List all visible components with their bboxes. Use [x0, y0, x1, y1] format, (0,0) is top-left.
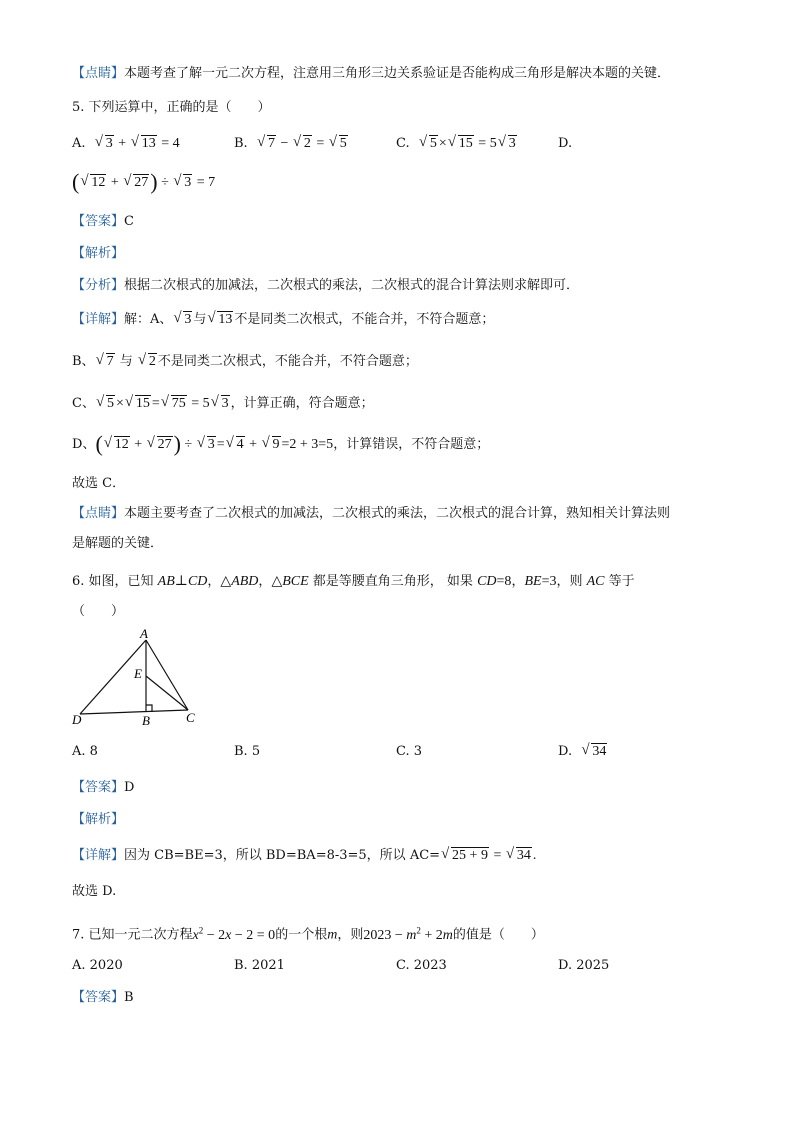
q5-conclusion: 故选 C． [72, 476, 126, 491]
q5-option-b: B. √ 7 − √ 2 = √ 5 [234, 134, 349, 154]
q5-option-d: (√ 12 + √ 27) ÷ √ 3 = 7 [72, 172, 215, 193]
q6-answer: 【答案】D [72, 780, 135, 795]
q7-option-d: D. 2025 [558, 958, 610, 973]
q6-option-a: A. 8 [72, 744, 98, 759]
q6-stem: 6. 如图，已知 AB⊥CD，△ABD，△BCE 都是等腰直角三角形， 如果 CD=8，BE=3，则 AC 等于 [72, 574, 635, 589]
q5-analysis-intro: 【分析】根据二次根式的加减法，二次根式的乘法，二次根式的混合计算法则求解即可． [72, 278, 580, 293]
q6-detail: 【详解】因为 CB=BE=3，所以 BD=BA=8-3=5，所以 AC=√ 25 + 9 = √ 34 . [72, 846, 536, 866]
q6-conclusion: 故选 D. [72, 884, 117, 899]
q6-figure [70, 628, 210, 728]
q5-stem: 5. 下列运算中，正确的是（ ） [72, 100, 271, 115]
q7-option-c: C. 2023 [396, 958, 447, 973]
q5-analysis-tag: 【解析】 [72, 246, 125, 261]
q7-option-b: B. 2021 [234, 958, 285, 973]
q5-detail-a: 【详解】解：A、√ 3 与√ 13 不是同类二次根式，不能合并，不符合题意； [72, 310, 494, 330]
label-B: B [142, 713, 150, 728]
q6-option-b: B. 5 [234, 744, 261, 759]
q6-option-c: C. 3 [396, 744, 423, 759]
label-E: E [134, 666, 142, 681]
q5-option-c: C. √ 5 ×√ 15 = 5√ 3 [396, 134, 518, 154]
q4-note-line [72, 64, 670, 84]
note-text: 本题考查了解一元二次方程，注意用三角形三边关系验证是否能构成三角形是解决本题的关键． [124, 66, 671, 81]
q5-detail-c: C、√ 5 ×√ 15 =√ 75 = 5√ 3 ，计算正确，符合题意； [72, 394, 374, 414]
note-tag: 【点睛】 [72, 66, 125, 81]
q5-detail-d: D、(√ 12 + √ 27) ÷ √ 3 =√ 4 + √ 9 =2 + 3=5，计算错误，不符合题意； [72, 434, 489, 455]
q5-option-d-label: D. [558, 136, 573, 151]
q6-analysis-tag: 【解析】 [72, 812, 125, 827]
label-C: C [186, 710, 195, 725]
q5-option-a: A. √ 3 + √ 13 = 4 [72, 134, 180, 154]
q7-stem: 7. 已知一元二次方程$x^2 - 2x - 2 = 0$的一个根m，则$2023 - m^2 + 2m$的值是（ ） [72, 925, 544, 943]
label-A: A [140, 628, 148, 641]
segment-DC [80, 710, 188, 714]
q5-detail-b: B、√ 7 与 √ 2 不是同类二次根式，不能合并，不符合题意； [72, 352, 418, 372]
segment-AC [146, 640, 188, 710]
q5-note-line2: 是解题的关键． [72, 536, 164, 551]
q6-paren: （ ） [72, 604, 125, 619]
q5-answer: 【答案】C [72, 214, 134, 229]
label-D: D [72, 712, 82, 727]
q5-note-line1: 【点睛】本题主要考查了二次根式的加减法，二次根式的乘法，二次根式的混合计算，熟知相关计算法则 [72, 506, 671, 521]
q7-answer: 【答案】B [72, 990, 134, 1005]
q6-option-d: D. √ 34 [558, 742, 608, 762]
q7-option-a: A. 2020 [72, 958, 123, 973]
